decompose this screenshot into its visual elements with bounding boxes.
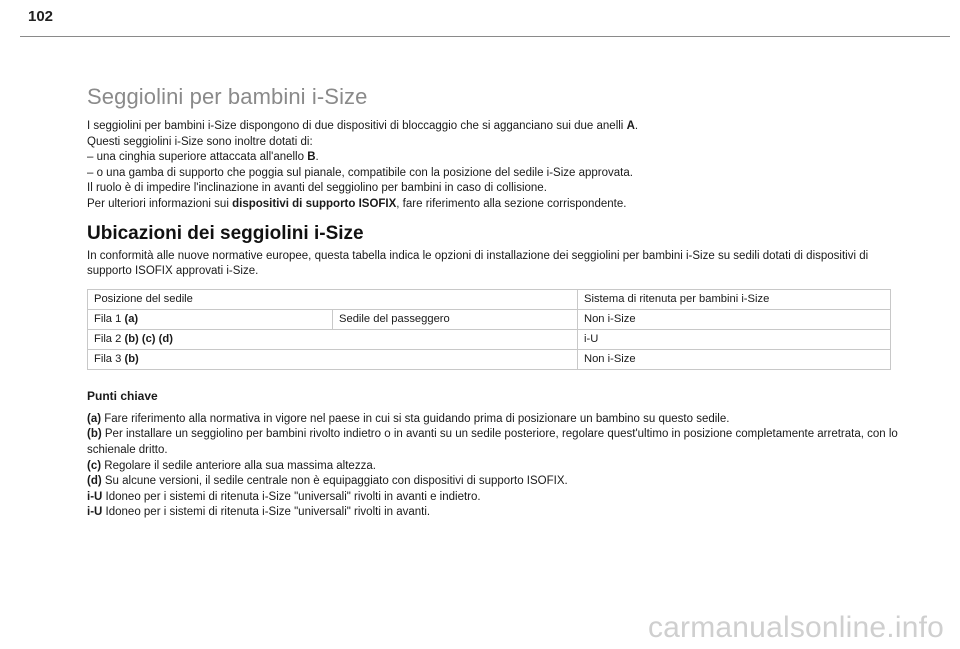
table-row	[88, 309, 891, 329]
row-ref: (b)	[124, 353, 139, 366]
intro-paragraphs	[87, 119, 907, 213]
row-label-text: Fila 1	[94, 313, 125, 326]
header-restraint-system: Sistema di ritenuta per bambini i-Size	[578, 289, 891, 309]
strap-text-end: .	[315, 151, 319, 164]
row-value: Non i-Size	[578, 349, 891, 369]
key-ref: i-U	[87, 490, 103, 503]
subsection-title: Ubicazioni dei seggiolini i-Size	[87, 222, 364, 244]
anchor-text: I seggiolini per bambini i-Size dispongono di due dispositivi di bloccaggio che si agganciano sui due anelli	[87, 120, 627, 132]
list-item-strap	[87, 150, 907, 166]
watermark: carmanualsonline.info	[647, 611, 944, 644]
key-point	[87, 474, 907, 490]
key-ref: (a)	[87, 412, 102, 425]
table-header-row	[88, 289, 891, 309]
row-seat: Sedile del passeggero	[333, 309, 578, 329]
strap-ref: B	[307, 151, 316, 164]
key-point	[87, 459, 907, 475]
features-paragraph: Questi seggiolini i-Size sono inoltre dotati di:	[87, 135, 313, 148]
key-text: Per installare un seggiolino per bambini rivolto indietro o in avanti su un sedile posteriore, regolare quest'ultimo in posizione completamente arretrata, con lo schienale dritto.	[87, 428, 898, 456]
row-label-text: Fila 3	[94, 353, 125, 366]
row-ref: (b) (c) (d)	[124, 333, 173, 346]
table-row	[88, 329, 891, 349]
key-ref: (b)	[87, 428, 102, 441]
more-info-text: Per ulteriori informazioni sui	[87, 197, 233, 210]
anchor-paragraph	[87, 119, 907, 135]
more-info-paragraph	[87, 197, 907, 213]
isofix-ref: dispositivi di supporto ISOFIX	[232, 197, 397, 210]
key-point	[87, 490, 907, 506]
key-ref: (c)	[87, 459, 102, 472]
key-point	[87, 412, 907, 428]
page-number: 102	[28, 8, 54, 25]
table-row	[88, 349, 891, 369]
key-text: Fare riferimento alla normativa in vigore nel paese in cui si sta guidando prima di posizionare un bambino su questo sedile.	[101, 412, 730, 425]
key-text: Idoneo per i sistemi di ritenuta i-Size "universali" rivolti in avanti e indietro.	[102, 490, 481, 503]
i-size-table	[87, 289, 891, 370]
row-value: i-U	[578, 329, 891, 349]
key-text: Idoneo per i sistemi di ritenuta i-Size "universali" rivolti in avanti.	[102, 506, 431, 519]
key-points-title: Punti chiave	[87, 388, 158, 403]
role-paragraph: Il ruolo è di impedire l'inclinazione in avanti del seggiolino per bambini in caso di collisione.	[87, 182, 547, 195]
section-title: Seggiolini per bambini i-Size	[87, 84, 368, 109]
key-ref: i-U	[87, 506, 103, 519]
key-ref: (d)	[87, 475, 102, 488]
more-info-text-end: , fare riferimento alla sezione corrispondente.	[396, 197, 627, 210]
key-point	[87, 505, 907, 521]
key-points-list	[87, 412, 907, 521]
key-point	[87, 427, 907, 458]
strap-text: – una cinghia superiore attaccata all'anello	[87, 151, 308, 164]
key-text: Regolare il sedile anteriore alla sua massima altezza.	[101, 459, 376, 472]
row-ref: (a)	[124, 313, 139, 326]
row-label	[88, 349, 578, 369]
table-intro: In conformità alle nuove normative europee, questa tabella indica le opzioni di installazione dei seggiolini per bambini i-Size su sedili dotati di dispositivi di supporto ISOFIX approvati i-Size.	[87, 249, 869, 278]
row-label-text: Fila 2	[94, 333, 125, 346]
key-text: Su alcune versioni, il sedile centrale non è equipaggiato con dispositivi di supporto ISOFIX.	[101, 475, 568, 488]
row-value: Non i-Size	[578, 309, 891, 329]
row-label	[88, 329, 578, 349]
anchor-ref: A	[626, 120, 635, 132]
list-item-support-leg: – o una gamba di supporto che poggia sul pianale, compatibile con la posizione del sedile i-Size approvata.	[87, 166, 633, 179]
anchor-text-end: .	[634, 120, 639, 132]
row-label	[88, 309, 333, 329]
header-seat-position: Posizione del sedile	[88, 289, 578, 309]
page-content	[87, 84, 907, 521]
header-divider	[20, 36, 950, 37]
